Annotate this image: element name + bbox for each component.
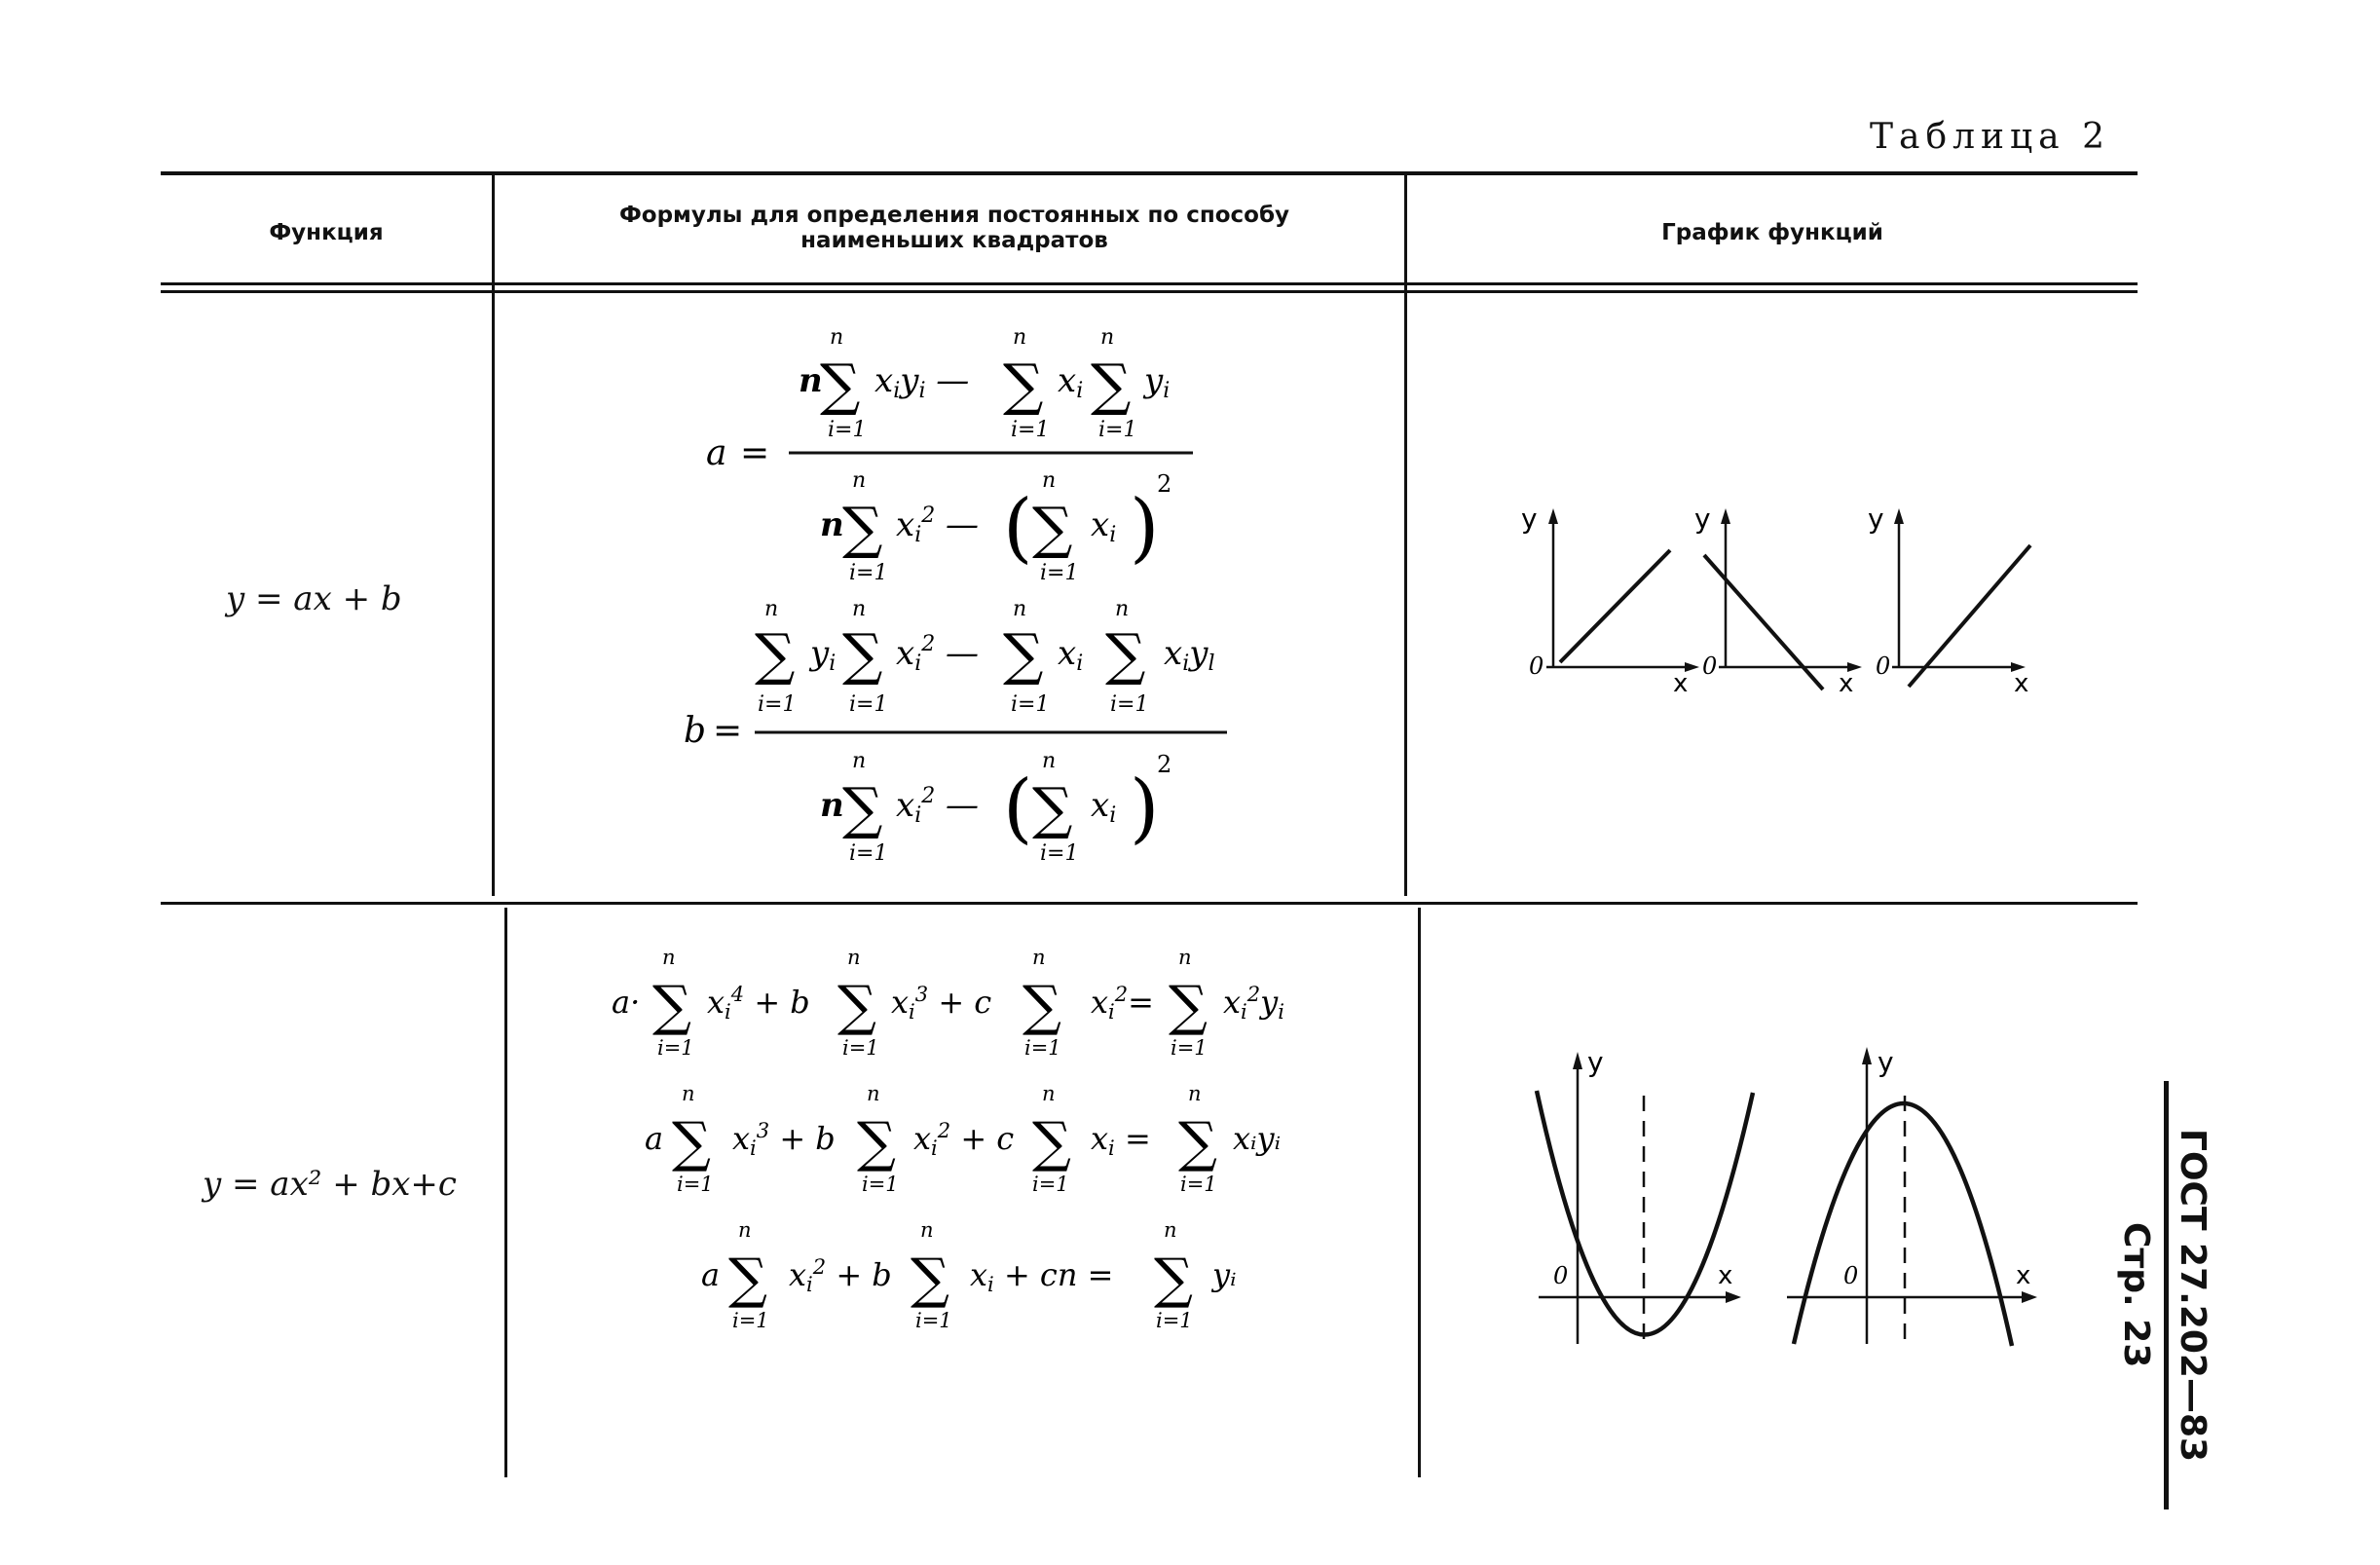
svg-text:∑: ∑ [1178,1111,1217,1174]
svg-text:): ) [1130,484,1160,572]
svg-text:∑: ∑ [842,621,883,688]
svg-text:xi3 + b: $xi^3 + b$ [732,1119,836,1160]
graph-parabola-down-origin: 0 [1843,1262,1859,1289]
formula-a-numerator [799,325,1170,442]
graph-linear-3-x-label: x [2014,669,2029,698]
svg-text:xiyl: xiyl [1164,634,1215,676]
svg-text:∑: ∑ [755,621,796,688]
header-formulas [506,203,1402,253]
svg-text:xi2=: $xi^2=$ [1091,983,1154,1024]
svg-text:n: n [1188,1082,1202,1105]
svg-text:i=1: i=1 [849,561,888,585]
svg-text:n: n [1032,946,1046,969]
svg-text:∑: ∑ [1032,1111,1071,1174]
formula-a-eq: = [740,433,770,473]
svg-text:n: n [1013,597,1027,621]
graph-linear-2-origin: 0 [1702,652,1718,680]
table-top-rule [161,171,2138,175]
svg-text:n: n [867,1082,880,1105]
svg-text:∑: ∑ [1023,975,1061,1038]
svg-text:xi: xi [1058,361,1084,403]
svg-text:n: n [852,468,867,493]
graph-linear-1-origin: 0 [1529,652,1544,680]
svg-text:n: n [1164,1218,1177,1242]
header-graph: График функций [1661,220,1883,245]
normal-equation-3 [701,1218,1237,1332]
graph-linear-2-y-label: y [1694,503,1711,535]
svg-text:∑: ∑ [1154,1248,1193,1311]
graph-linear-3-y-label: y [1868,503,1884,535]
column-divider-2 [1404,175,1407,896]
svg-text:i=1: i=1 [1040,841,1079,866]
svg-text:∑: ∑ [911,1248,949,1311]
graphs-quadratic [1422,1032,2133,1383]
svg-text:n: n [1115,597,1130,621]
svg-text:n: n [682,1082,695,1105]
svg-text:∑: ∑ [842,495,883,561]
svg-text:xiyi —: xiyi — [874,361,970,403]
svg-text:i=1: i=1 [732,1309,769,1332]
svg-text:(: ( [1003,764,1033,852]
svg-text:∑: ∑ [1032,775,1073,841]
svg-text:n: n [799,361,823,400]
svg-text:yi: yi [810,634,837,676]
column-divider-1 [492,175,495,896]
svg-text:∑: ∑ [842,775,883,841]
svg-text:xi2yi: $xi^2yi$ [1223,983,1284,1024]
svg-text:n: n [1042,749,1057,773]
column-divider-1b [504,908,507,1477]
formula-a-label: a [706,433,727,473]
graphs-linear [1412,458,2133,711]
graph-parabola-up [1537,1052,1753,1344]
svg-text:i=1: i=1 [1110,692,1149,717]
header-formulas-line1: Формулы для определения постоянных по способу [618,203,1290,228]
svg-text:i=1: i=1 [1011,418,1050,442]
svg-text:i=1: i=1 [1024,1036,1061,1060]
graph-linear-1-x-label: x [1673,669,1689,698]
svg-text:n: n [847,946,861,969]
svg-text:i=1: i=1 [1040,561,1079,585]
header-function: Функция [269,220,384,245]
svg-text:xi: xi [1091,505,1117,547]
row-divider [161,902,2138,905]
svg-text:∑: ∑ [857,1111,896,1174]
header-double-rule-1 [161,282,2138,285]
svg-text:∑: ∑ [1003,621,1044,688]
svg-text:xi2 + c: $xi^2 + c$ [913,1119,1015,1160]
svg-text:n: n [764,597,779,621]
function-quadratic: y = ax² + bx+c [203,1165,457,1204]
svg-text:xi4 + b: $xi^4 + b$ [707,983,810,1024]
graph-linear-1-y-label: y [1521,503,1538,535]
svg-text:∑: ∑ [820,352,861,418]
svg-text:n: n [1013,325,1027,350]
graph-parabola-down [1787,1047,2037,1346]
svg-text:i=1: i=1 [677,1173,714,1196]
normal-equation-1 [612,946,1284,1060]
svg-text:2: 2 [1157,470,1172,498]
svg-text:n: n [852,749,867,773]
svg-text:n: n [1042,468,1057,493]
formula-b-denominator [820,749,1171,866]
svg-text:xi2 + b: $xi^2 + b$ [789,1255,892,1296]
svg-text:i=1: i=1 [842,1036,879,1060]
formulas-linear [506,302,1402,896]
svg-text:i=1: i=1 [915,1309,952,1332]
svg-text:xi2 —: $xi^2$ — [896,632,980,676]
svg-text:xi + cn =: xi + cn = [970,1256,1114,1296]
svg-text:∑: ∑ [672,1111,711,1174]
column-divider-2b [1418,908,1421,1477]
svg-text:∑: ∑ [1003,352,1044,418]
svg-text:i=1: i=1 [1032,1173,1069,1196]
svg-text:i=1: i=1 [1011,692,1050,717]
svg-text:n: n [820,786,844,825]
svg-text:n: n [738,1218,752,1242]
table-caption: Таблица 2 [1870,117,2110,157]
svg-text:2: 2 [1157,751,1172,778]
svg-text:i=1: i=1 [1156,1309,1193,1332]
normal-equation-2 [645,1082,1281,1196]
normal-equation-2-rhs: xᵢyᵢ [1233,1120,1281,1157]
svg-text:a: a [701,1256,721,1293]
graph-parabola-down-x-label: x [2016,1261,2031,1290]
svg-text:n: n [820,505,844,544]
svg-text:xi2 —: $xi^2$ — [896,784,980,828]
svg-text:i=1: i=1 [849,841,888,866]
svg-text:i=1: i=1 [657,1036,694,1060]
graph-parabola-up-y-label: y [1587,1046,1604,1078]
graph-parabola-up-origin: 0 [1553,1262,1569,1289]
svg-text:∑: ∑ [652,975,691,1038]
svg-text:n: n [662,946,676,969]
svg-text:∑: ∑ [837,975,876,1038]
graph-linear-2 [1704,508,1862,689]
svg-text:xi: xi [1091,786,1117,828]
svg-text:xi: xi [1058,634,1084,676]
function-linear: y = ax + b [226,579,402,618]
svg-text:i=1: i=1 [849,692,888,717]
formula-b-numerator [755,597,1215,717]
svg-text:∑: ∑ [1032,495,1073,561]
side-standard-label: ГОСТ 27.202—83 Стр. 23 [2164,1081,2220,1509]
formula-b-label: b [684,711,707,751]
header-formulas-line2: наименьших квадратов [800,228,1108,253]
svg-text:yi: yi [1144,361,1171,403]
svg-text:i=1: i=1 [1180,1173,1217,1196]
svg-text:xi =: xi = [1091,1120,1151,1160]
svg-text:xi3 + c: $xi^3 + c$ [891,983,992,1024]
svg-text:n: n [830,325,844,350]
svg-text:∑: ∑ [1105,621,1146,688]
header-double-rule-2 [161,290,2138,293]
graph-linear-2-x-label: x [1839,669,1854,698]
svg-text:i=1: i=1 [1171,1036,1208,1060]
svg-text:i=1: i=1 [1098,418,1137,442]
svg-text:(: ( [1003,484,1033,572]
svg-text:i=1: i=1 [862,1173,899,1196]
formula-b-eq: = [713,711,743,751]
svg-text:n: n [1100,325,1115,350]
svg-text:n: n [920,1218,934,1242]
graph-linear-1 [1546,508,1699,672]
graph-linear-3-origin: 0 [1876,652,1891,680]
formula-a-denominator [820,468,1171,585]
graph-parabola-up-x-label: x [1718,1261,1733,1290]
svg-text:∑: ∑ [1091,352,1132,418]
graph-parabola-down-y-label: y [1878,1046,1894,1078]
svg-text:∑: ∑ [1169,975,1208,1038]
svg-text:n: n [1178,946,1192,969]
svg-text:∑: ∑ [728,1248,767,1311]
formulas-quadratic [516,915,1412,1461]
svg-text:a: a [645,1120,664,1157]
svg-text:n: n [852,597,867,621]
svg-text:i=1: i=1 [828,418,867,442]
svg-text:n: n [1042,1082,1056,1105]
svg-text:xi2 —: $xi^2$ — [896,503,980,547]
normal-equation-3-rhs: yᵢ [1212,1256,1237,1293]
graph-linear-3 [1892,508,2030,687]
svg-text:a·: a· [612,984,641,1021]
svg-text:i=1: i=1 [758,692,797,717]
svg-text:): ) [1130,764,1160,852]
